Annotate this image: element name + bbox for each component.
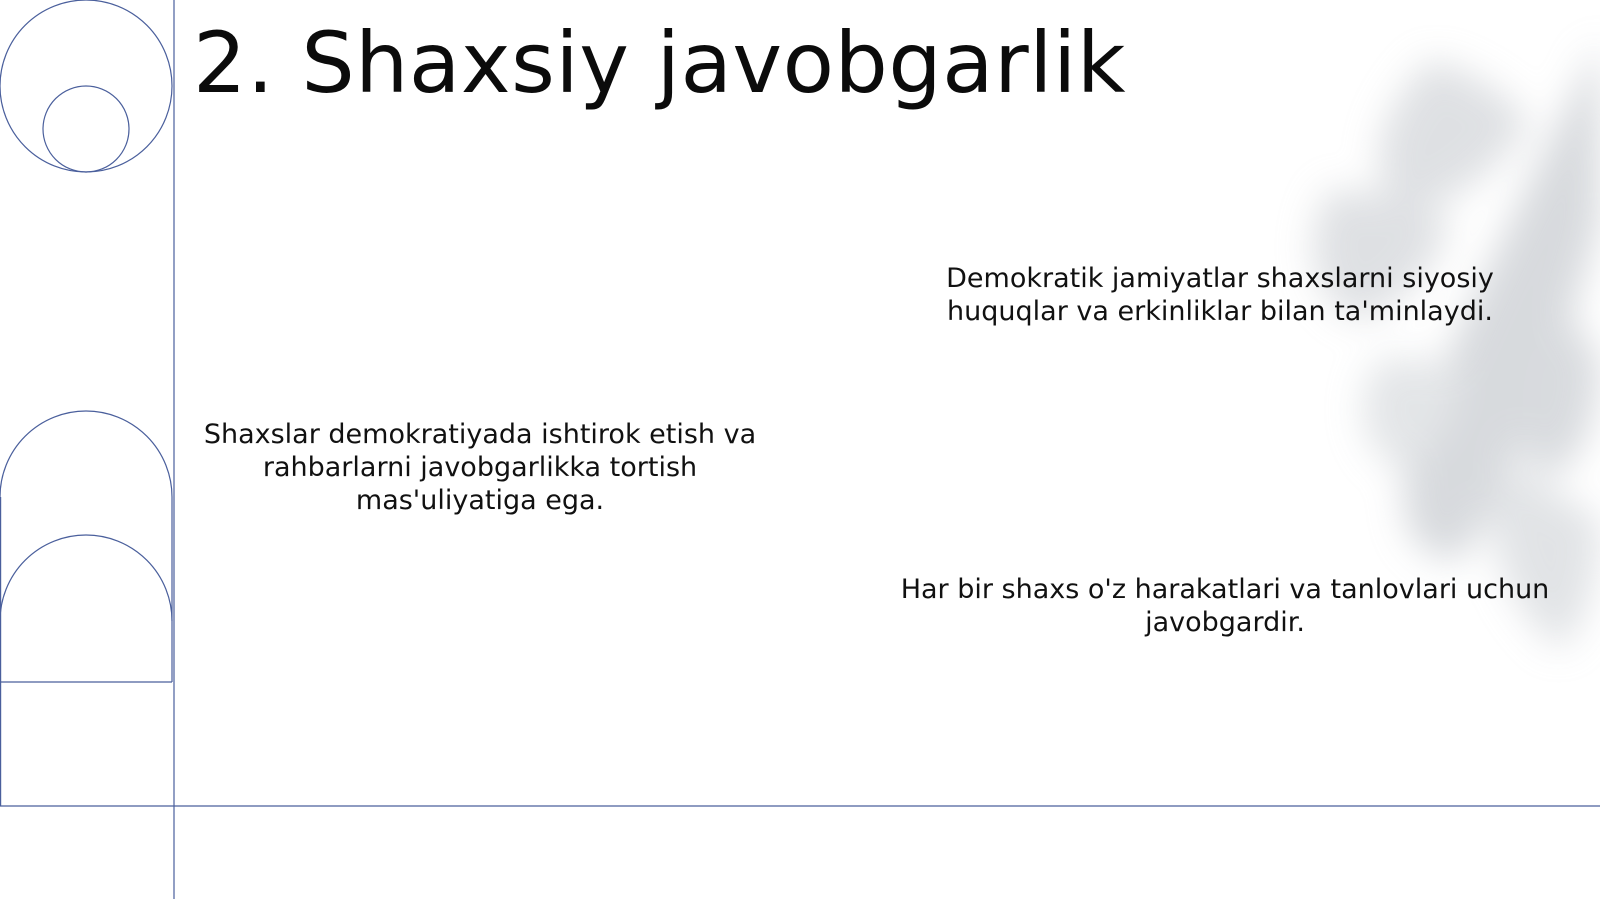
small-circle-outline: [43, 86, 129, 172]
upper-arch-outline: [0, 411, 172, 682]
lower-arch-outline: [0, 535, 172, 621]
leaf-shadow-image: [1313, 40, 1600, 650]
text-point-political-rights: Demokratik jamiyatlar shaxslarni siyosiy huquqlar va erkinliklar bilan ta'minlaydi.: [946, 263, 1494, 327]
slide-title: 2. Shaxsiy javobgarlik: [193, 14, 1126, 112]
text-point-participation: Shaxslar demokratiyada ishtirok etish va rahbarlarni javobgarlikka tortish mas'uliyatiga ega.: [203, 419, 757, 516]
text-point-responsibility: Har bir shaxs o'z harakatlari va tanlovlari uchun javobgardir.: [900, 574, 1550, 638]
